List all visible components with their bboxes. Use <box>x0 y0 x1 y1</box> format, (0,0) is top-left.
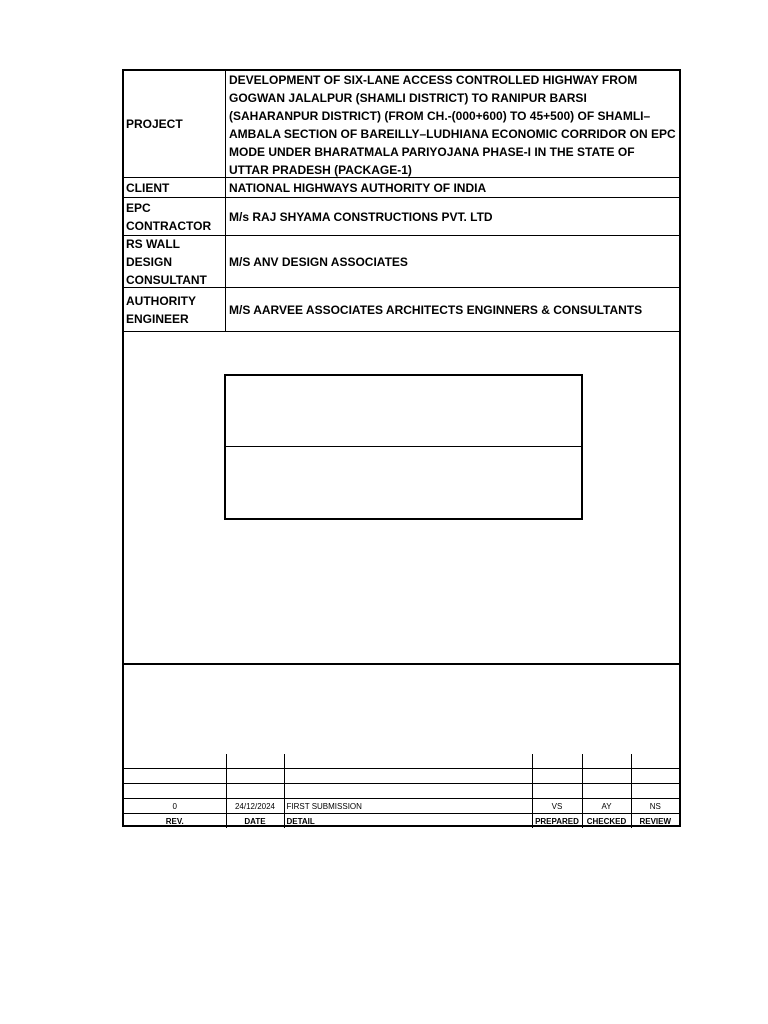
epc-row <box>124 198 679 236</box>
prepared-cell: VS <box>532 799 582 814</box>
rs-wall-row <box>124 236 679 288</box>
client-value: NATIONAL HIGHWAYS AUTHORITY OF INDIA <box>229 180 487 195</box>
title-box-divider <box>226 446 581 447</box>
client-row <box>124 178 679 198</box>
revision-blank-row <box>124 784 679 799</box>
project-value: DEVELOPMENT OF SIX-LANE ACCESS CONTROLLED HIGHWAY FROM GOGWAN JALALPUR (SHAMLI DISTRICT) TO RANIPUR BARSI (SAHARANPUR DISTRICT) (FROM CH.-(000+600) TO 45+500) OF SHAMLI–AMBALA SECTION OF BAREILLY–LUDHIANA ECONOMIC CORRIDOR ON EPC MODE UNDER BHARATMALA PARIYOJANA PHASE-I IN THE STATE OF UTTAR PRADESH (PACKAGE-1) <box>229 73 676 177</box>
detail-cell: FIRST SUBMISSION <box>284 799 532 814</box>
revision-header-row <box>124 814 679 829</box>
project-label: PROJECT <box>124 71 226 177</box>
project-row <box>124 71 679 178</box>
detail-header: DETAIL <box>284 814 532 829</box>
document-title-area <box>124 332 679 665</box>
title-sheet <box>122 69 681 827</box>
review-cell: NS <box>631 799 679 814</box>
date-cell: 24/12/2024 <box>226 799 284 814</box>
epc-label: EPC CONTRACTOR <box>124 198 226 235</box>
prepared-header: PREPARED <box>532 814 582 829</box>
client-label: CLIENT <box>124 178 226 197</box>
authority-engineer-label: AUTHORITY ENGINEER <box>124 288 226 331</box>
authority-engineer-row <box>124 288 679 332</box>
checked-header: CHECKED <box>582 814 631 829</box>
date-header: DATE <box>226 814 284 829</box>
revision-table <box>124 754 679 828</box>
document-title-box <box>224 374 583 520</box>
review-header: REVIEW <box>631 814 679 829</box>
epc-value: M/s RAJ SHYAMA CONSTRUCTIONS PVT. LTD <box>229 209 493 224</box>
checked-cell: AY <box>582 799 631 814</box>
rs-wall-value: M/S ANV DESIGN ASSOCIATES <box>229 254 408 269</box>
rev-cell: 0 <box>124 799 226 814</box>
authority-engineer-value: M/S AARVEE ASSOCIATES ARCHITECTS ENGINNERS & CONSULTANTS <box>229 302 643 317</box>
revision-entry-row <box>124 799 679 814</box>
rs-wall-label: RS WALL DESIGN CONSULTANT <box>124 236 226 287</box>
revision-blank-row <box>124 754 679 769</box>
revision-blank-row <box>124 769 679 784</box>
rev-header: REV. <box>124 814 226 829</box>
